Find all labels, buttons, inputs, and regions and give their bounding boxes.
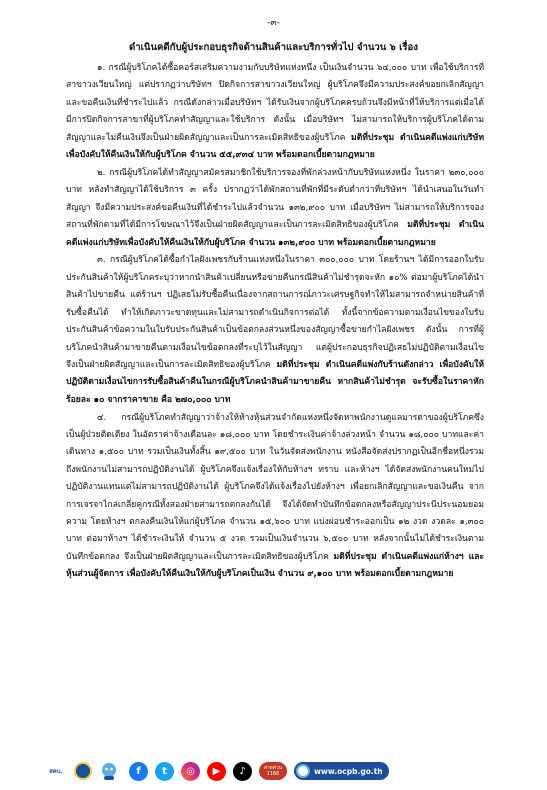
seal-icon: [74, 762, 92, 780]
mascot-icon: [96, 761, 122, 781]
facebook-icon[interactable]: f: [129, 762, 148, 781]
document-body: [66, 60, 484, 584]
youtube-icon[interactable]: ▶: [207, 762, 226, 781]
footer-bar: [44, 760, 389, 782]
hotline-label: สายด่วน: [263, 765, 283, 771]
paragraph-4: [66, 410, 484, 584]
paragraph-1-text: ๑. กรณีผู้บริโภคได้ซื้อคอร์สเสริมความงามกับบริษัทแห่งหนึ่ง เป็นเงินจำนวน ๖๔,๐๐๐ บาท เพื่อใช้บริการที่สาขาวงเวียนใหญ่ แต่ปรากฏว่าบริษัทฯ ปิดกิจการสาขาวงเวียนใหญ่ ผู้บริโภคจึงมีความประสงค์ขอยกเลิกสัญญาและขอคืนเงินที่ชำระไปแล้ว กรณีดังกล่าวเมื่อบริษัทฯ ได้รับเงินจากผู้บริโภคครบถ้วนจึงมีหน้าที่ให้บริการแต่เมื่อได้มีการปิดกิจการสาขาที่ผู้บริโภคทำสัญญาและใช้บริการ ดังนั้น เมื่อบริษัทฯ ไม่สามารถให้บริการผู้บริโภคได้ตามสัญญาและไม่คืนเงินจึงเป็นฝ่ายผิดสัญญาและเป็นการละเมิดสิทธิของผู้บริโภค: [66, 63, 484, 143]
paragraph-3: [66, 252, 484, 409]
paragraph-3-text: ๓. กรณีผู้บริโภคได้ซื้อกำไลฝังเพชรกับร้านแห่งหนึ่งในราคา ๓๐๐,๐๐๐ บาท โดยร้านฯ ได้มีการออกใบรับประกันสินค้าให้ผู้บริโภคระบุว่าหากนำสินค้าเปลี่ยนหรือขายคืนกรณีสินค้าไม่ชำรุดจะหัก ๑๐% ต่อมาผู้บริโภคได้นำสินค้าไปขายคืน แต่ร้านฯ ปฏิเสธไม่รับซื้อคืนเนื่องจากสถานการณ์ภาวะเศรษฐกิจทำให้ไม่สามารถจำหน่ายสินค้าที่รับซื้อคืนได้ ทำให้เกิดภาวะขาดทุนและไม่สามารถดำเนินกิจการต่อได้ ทั้งนี้จากข้อความตามเงื่อนไขของใบรับประกันสินค้าข้อความในใบรับประกันสินค้าเป็นข้อตกลงส่วนหนึ่งของสัญญาซื้อขายกำไลฝังเพชร ดังนั้น การที่ผู้บริโภคนำสินค้ามาขายคืนตามเงื่อนไขข้อตกลงที่ระบุไว้ในสัญญา แต่ผู้ประกอบธุรกิจปฏิเสธไม่ปฏิบัติตามเงื่อนไข จึงเป็นฝ่ายผิดสัญญาและเป็นการละเมิดสิทธิของผู้บริโภค: [66, 255, 484, 370]
paragraph-1: [66, 60, 484, 164]
paragraph-2: [66, 165, 484, 252]
paragraph-1-resolution: มติที่ประชุม ดำเนินคดีแพ่งแก่บริษัทเพื่อบังคับให้คืนเงินให้กับผู้บริโภค จำนวน ๕๕,๙๓๔ บาท พร้อมดอกเบี้ยตามกฎหมาย: [66, 132, 484, 161]
hotline-number: 1166: [266, 771, 280, 777]
instagram-icon[interactable]: ◎: [181, 762, 200, 781]
website-url: www.ocpb.go.th: [314, 766, 383, 776]
twitter-icon[interactable]: t: [155, 762, 174, 781]
page-number: -๓-: [267, 18, 280, 28]
tiktok-icon[interactable]: ♪: [233, 762, 252, 781]
website-link[interactable]: [294, 762, 389, 780]
hotline-icon[interactable]: [259, 762, 287, 780]
paragraph-2-text: ๒. กรณีผู้บริโภคได้ทำสัญญาสมัครสมาชิกใช้บริการจองที่พักล่วงหน้ากับบริษัทแห่งหนึ่ง ในราคา ๒๓๐,๐๐๐ บาท หลังทำสัญญาได้ใช้บริการ ๓ ครั้ง ปรากฏว่าได้พักสถานที่พักที่มีระดับต่ำกว่าที่บริษัทฯ ได้นำเสนอในวันทำสัญญา จึงมีความประสงค์ขอคืนเงินที่ได้ชำระไปแล้วจำนวน ๑๓๒,๙๐๐ บาท เมื่อบริษัทฯ ไม่สามารถให้บริการจองสถานที่พักตามที่ได้มีการโฆษณาไว้จึงเป็นฝ่ายผิดสัญญาและเป็นการละเมิดสิทธิของผู้บริโภค: [66, 167, 484, 231]
paragraph-4-resolution: มติที่ประชุม ดำเนินคดีแพ่งแก่ห้างฯ และหุ้นส่วนผู้จัดการ เพื่อบังคับให้คืนเงินให้กับผู้บริโภคเป็นเงิน จำนวน ๙,๑๐๐ บาท พร้อมดอกเบี้ยตามกฎหมาย: [66, 551, 485, 580]
paragraph-4-text: ๔. กรณีผู้บริโภคทำสัญญาว่าจ้างให้ห้างหุ้นส่วนจำกัดแห่งหนึ่งจัดหาพนักงานดูแลมารดาของผู้บริโภคซึ่งเป็นผู้ป่วยติดเตียง ในอัตราค่าจ้างเดือนละ ๑๘,๐๐๐ บาท โดยชำระเงินค่าจ้างล่วงหน้า จำนวน ๑๘,๐๐๐ บาทและค่าเดินทาง ๑,๕๐๐ บาท รวมเป็นเงินทั้งสิ้น ๑๙,๕๐๐ บาท ในวันจัดส่งพนักงาน หนังสือจัดส่งปรากฏเป็นอีกชื่อหนึ่งรวมถึงพนักงานไม่สามารถปฏิบัติงานได้ ผู้บริโภคจึงแจ้งเรื่องให้กับห้างฯ ทราบ และห้างฯ ได้จัดส่งพนักงานคนใหม่ไปปฏิบัติงานแทนแต่ไม่สามารถปฏิบัติงานได้ ผู้บริโภคจึงได้แจ้งเรื่องไปยังห้างฯ เพื่อยกเลิกสัญญาและขอเงินคืน จากการเจรจาไกล่เกลี่ยคู่กรณีทั้งสองฝ่ายสามารถตกลงกันได้ จึงได้จัดทำบันทึกข้อตกลงหรือสัญญาประนีประนอมยอมความ โดยห้างฯ ตกลงคืนเงินให้แก่ผู้บริโภค จำนวน ๑๕,๖๐๐ บาท แบ่งผ่อนชำระออกเป็น ๑๒ งวด งวดละ ๑,๓๐๐ บาท ต่อมาห้างฯ ได้ชำระเงินให้ จำนวน ๕ งวด รวมเป็นเงินจำนวน ๖,๕๐๐ บาท หลังจากนั้นไม่ได้ชำระเงินตามบันทึกข้อตกลง จึงเป็นฝ่ายผิดสัญญาและเป็นการละเมิดสิทธิของผู้บริโภค: [66, 412, 484, 562]
document-title: ดำเนินคดีกับผู้ประกอบธุรกิจด้านสินค้าและบริการทั่วไป จำนวน ๖ เรื่อง: [128, 42, 418, 53]
paragraph-3-resolution: มติที่ประชุม ดำเนินคดีแพ่งกับร้านดังกล่าว เพื่อบังคับให้ปฏิบัติตามเงื่อนไขการรับซื้อสินค้าคืนในกรณีผู้บริโภคนำสินค้ามาขายคืน หากสินค้าไม่ชำรุด จะรับซื้อในราคาหักร้อยละ ๑๐ จากราคาขาย คือ ๒๗๐,๐๐๐ บาท: [66, 359, 484, 405]
globe-icon: [296, 764, 310, 778]
ocpb-logo-icon: สคบ.: [49, 768, 63, 775]
paragraph-2-resolution: มติที่ประชุม ดำเนินคดีแพ่งแก่บริษัทเพื่อบังคับให้คืนเงินให้กับผู้บริโภค จำนวน ๑๓๒,๙๐๐ บาท พร้อมดอกเบี้ยตามกฎหมาย: [66, 220, 484, 248]
